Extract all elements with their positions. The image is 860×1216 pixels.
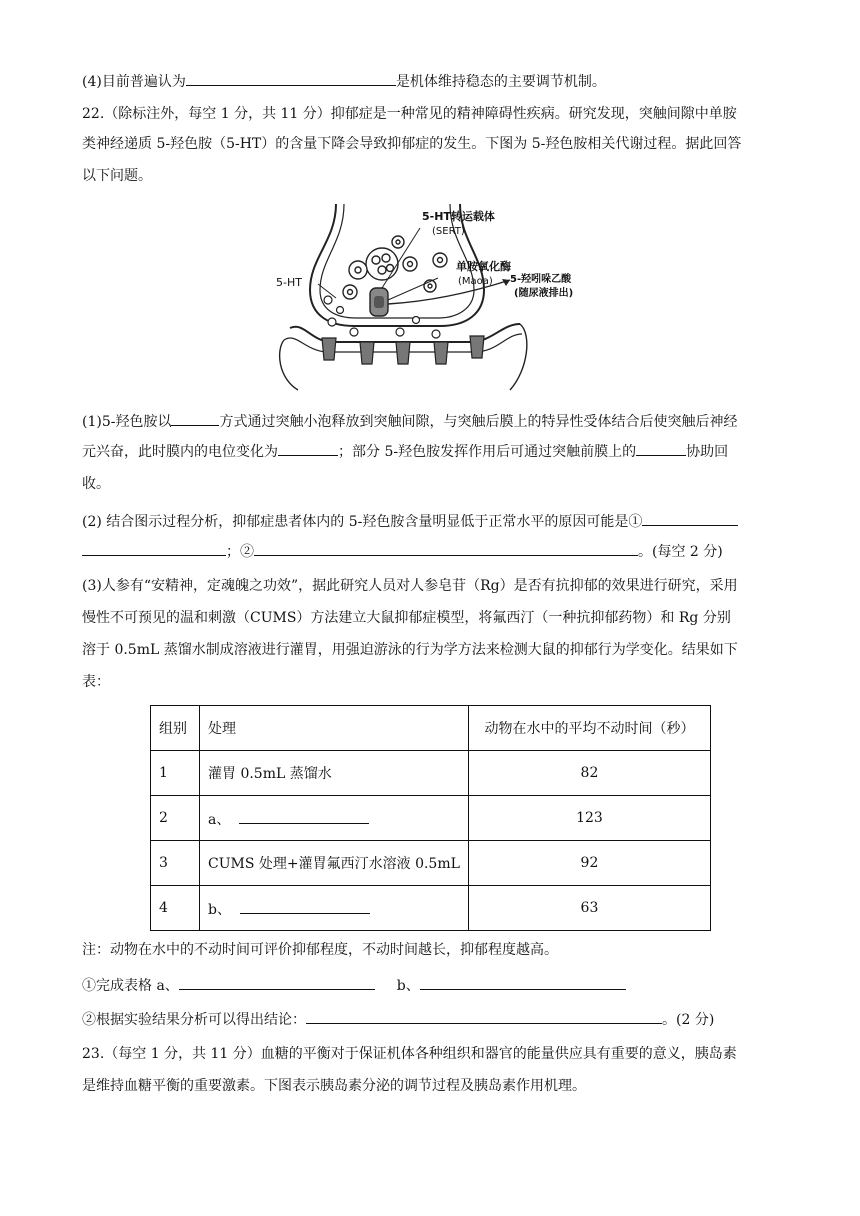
q21-part4: (4)目前普遍认为 是机体维持稳态的主要调节机制。 xyxy=(82,70,782,92)
answer-blank-b[interactable] xyxy=(240,898,370,914)
table-row: 2 a、 123 xyxy=(151,796,711,841)
table-note: 注：动物在水中的不动时间可评价抑郁程度，不动时间越长，抑郁程度越高。 xyxy=(82,942,558,958)
q22-part2-line2: ；② 。(每空 2 分) xyxy=(82,540,782,562)
answer-blank[interactable] xyxy=(179,974,375,990)
q22-intro-line2: 类神经递质 5-羟色胺（5-HT）的含量下降会导致抑郁症的发生。下图为 5-羟色胺相关代谢过程。据此回答 xyxy=(82,136,742,152)
label-maoa: 单胺氧化酶 xyxy=(456,260,511,273)
q22-part1-line3: 收。 xyxy=(82,476,110,492)
label-metabolite: 5-羟吲哚乙酸 xyxy=(510,274,572,285)
q22-part1-line1: (1)5-羟色胺以 方式通过突触小泡释放到突触间隙，与突触后膜上的特异性受体结合后使突触后神经 xyxy=(82,410,782,432)
q22-intro-line1: 22.（除标注外，每空 1 分，共 11 分）抑郁症是一种常见的精神障碍性疾病。研究发现，突触间隙中单胺 xyxy=(82,106,737,122)
table-header-row xyxy=(151,706,711,751)
postsynaptic-receptors xyxy=(322,336,484,364)
q22-conclusion: ②根据实验结果分析可以得出结论： 。(2 分) xyxy=(82,1008,782,1030)
table-row: 3 CUMS 处理+灌胃氟西汀水溶液 0.5mL 92 xyxy=(151,841,711,886)
answer-blank[interactable] xyxy=(420,974,626,990)
q22-part2-line1: (2) 结合图示过程分析，抑郁症患者体内的 5-羟色胺含量明显低于正常水平的原因可能是① xyxy=(82,510,782,532)
answer-blank[interactable] xyxy=(82,540,226,556)
label-sert: 5-HT转运载体 xyxy=(422,210,495,223)
answer-blank[interactable] xyxy=(254,540,638,556)
label-maoa-abbr: (Maoa) xyxy=(458,276,493,287)
header-treatment: 处理 xyxy=(200,706,469,751)
q22-part3-line4: 表： xyxy=(82,674,110,690)
header-group: 组别 xyxy=(151,706,200,751)
answer-blank[interactable] xyxy=(306,1008,662,1024)
q23-intro-line2: 是维持血糖平衡的重要激素。下图表示胰岛素分泌的调节过程及胰岛素作用机理。 xyxy=(82,1078,586,1094)
q23-intro-line1: 23.（每空 1 分，共 11 分）血糖的平衡对于保证机体各种组织和器官的能量供应具有重要的意义，胰岛素 xyxy=(82,1046,737,1062)
label-metabolite-note: (随尿液排出) xyxy=(514,288,574,299)
q22-part3-line3: 溶于 0.5mL 蒸馏水制成溶液进行灌胃，用强迫游泳的行为学方法来检测大鼠的抑郁行为学变化。结果如下 xyxy=(82,642,738,658)
q22-intro-line3: 以下问题。 xyxy=(82,168,152,184)
answer-blank[interactable] xyxy=(642,510,738,526)
results-table xyxy=(150,705,711,931)
answer-blank[interactable] xyxy=(636,440,686,456)
table-row: 4 b、 63 xyxy=(151,886,711,931)
q22-part1-line2: 元兴奋，此时膜内的电位变化为 ；部分 5-羟色胺发挥作用后可通过突触前膜上的 协助回 xyxy=(82,440,782,462)
maoa-enzyme xyxy=(374,296,384,308)
table-row: 1 灌胃 0.5mL 蒸馏水 82 xyxy=(151,751,711,796)
answer-blank[interactable] xyxy=(171,410,219,426)
answer-blank-a[interactable] xyxy=(239,808,369,824)
q22-part3-line2: 慢性不可预见的温和刺激（CUMS）方法建立大鼠抑郁症模型，将氟西汀（一种抗抑郁药物）和 Rg 分别 xyxy=(82,610,731,626)
synapse-diagram xyxy=(270,200,590,396)
header-time: 动物在水中的平均不动时间（秒） xyxy=(468,706,710,751)
q22-part3-line1: (3)人参有“安精神，定魂魄之功效”，据此研究人员对人参皂苷（Rg）是否有抗抑郁的效果进行研究，采用 xyxy=(82,578,738,594)
answer-blank[interactable] xyxy=(186,70,396,86)
label-5ht: 5-HT xyxy=(276,276,302,289)
answer-blank[interactable] xyxy=(278,440,338,456)
label-sert-abbr: (SERT) xyxy=(432,226,465,237)
q22-complete-table: ①完成表格 a、 b、 xyxy=(82,974,782,996)
